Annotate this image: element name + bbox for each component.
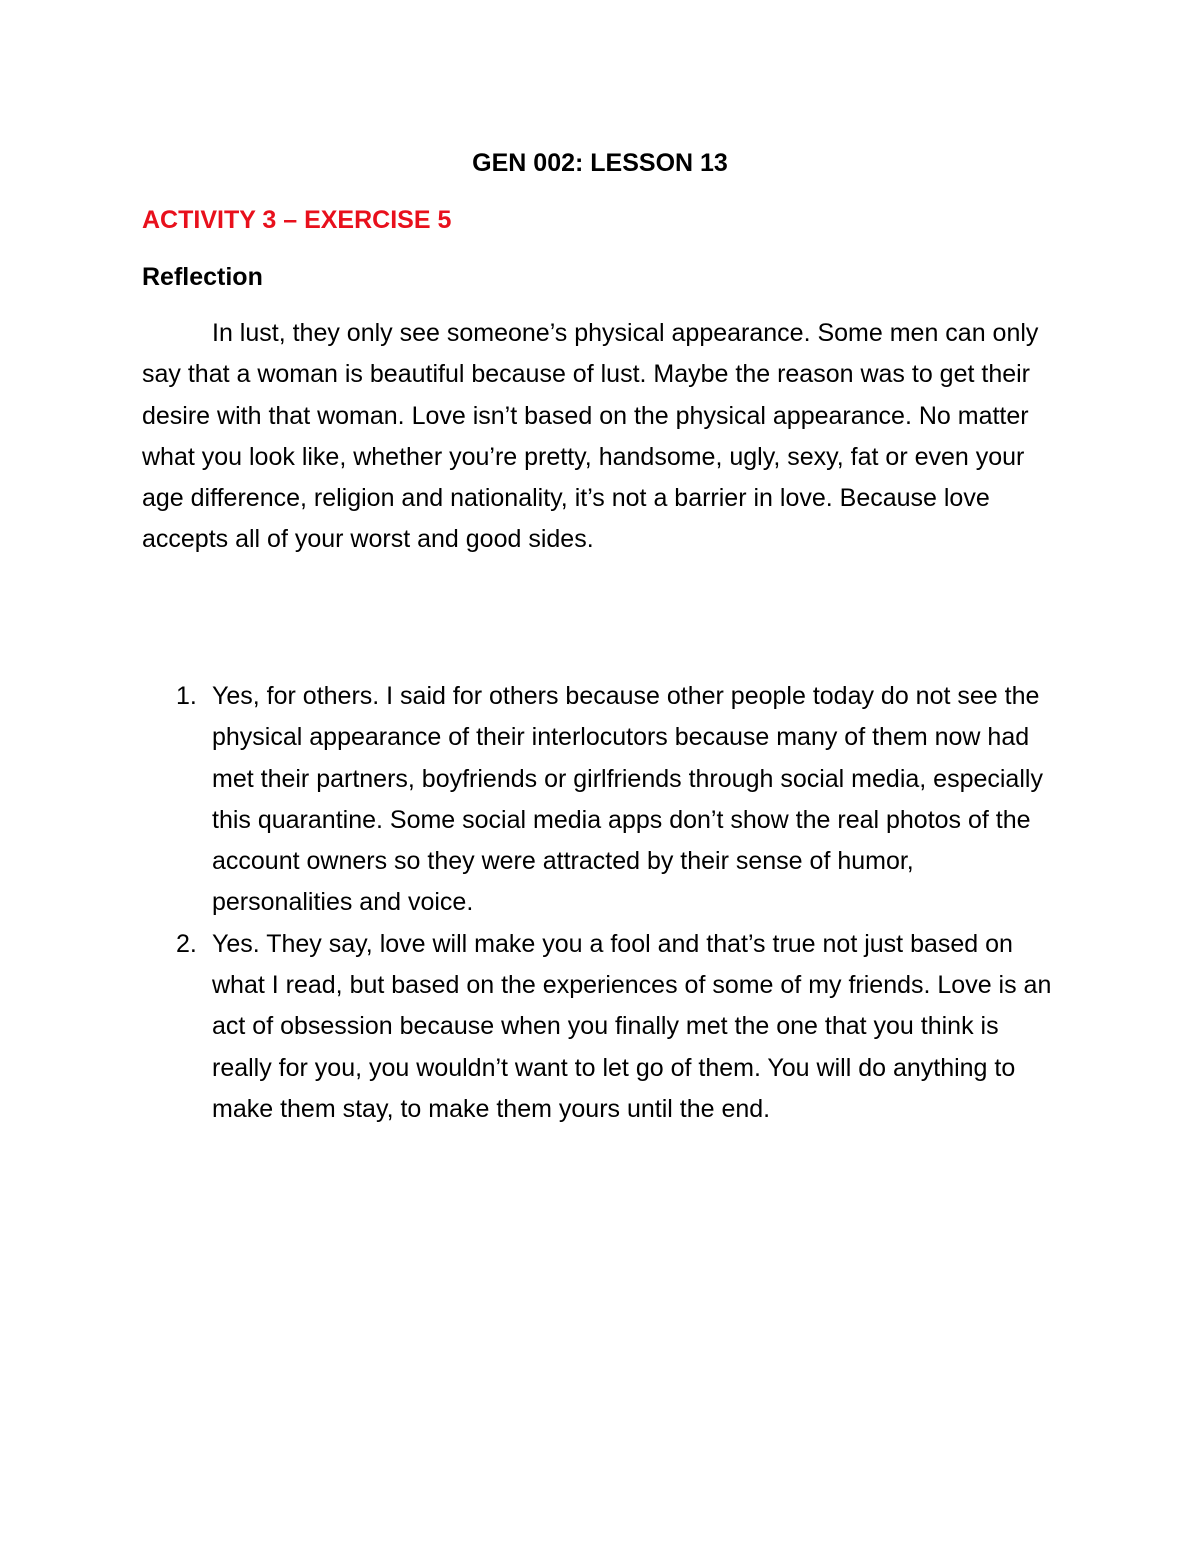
answer-item-2 [142,924,1058,1130]
answer-item-1 [142,676,1058,924]
section-heading-reflection: Reflection [142,263,263,291]
reflection-paragraph: In lust, they only see someone’s physical appearance. Some men can only say that a woman is beautiful because of lust. Maybe the reason was to get their desire with that woman. Love isn’t based on the physical appearance. No matter what you look like, whether you’re pretty, handsome, ugly, sexy, fat or even your age difference, religion and nationality, it’s not a barrier in love. Because love accepts all of your worst and good sides. [142,319,1039,554]
answer-number: 2. [176,929,197,958]
answer-text: Yes, for others. I said for others because other people today do not see the physical appearance of their interlocutors because many of them now had met their partners, boyfriends or girlfriends through social media, especially this quarantine. Some social media apps don’t show the real photos of the account owners so they were attracted by their sense of humor, personalities and voice. [212,682,1043,917]
answer-list [142,676,1058,1130]
answer-text: Yes. They say, love will make you a fool and that’s true not just based on what I read, but based on the experiences of some of my friends. Love is an act of obsession because when you finally met the one that you think is really for you, you wouldn’t want to let go of them. You will do anything to make them stay, to make them yours until the end. [212,929,1052,1123]
document-title: GEN 002: LESSON 13 [472,149,728,177]
activity-heading: ACTIVITY 3 – EXERCISE 5 [142,206,452,234]
answer-number: 1. [176,682,197,710]
